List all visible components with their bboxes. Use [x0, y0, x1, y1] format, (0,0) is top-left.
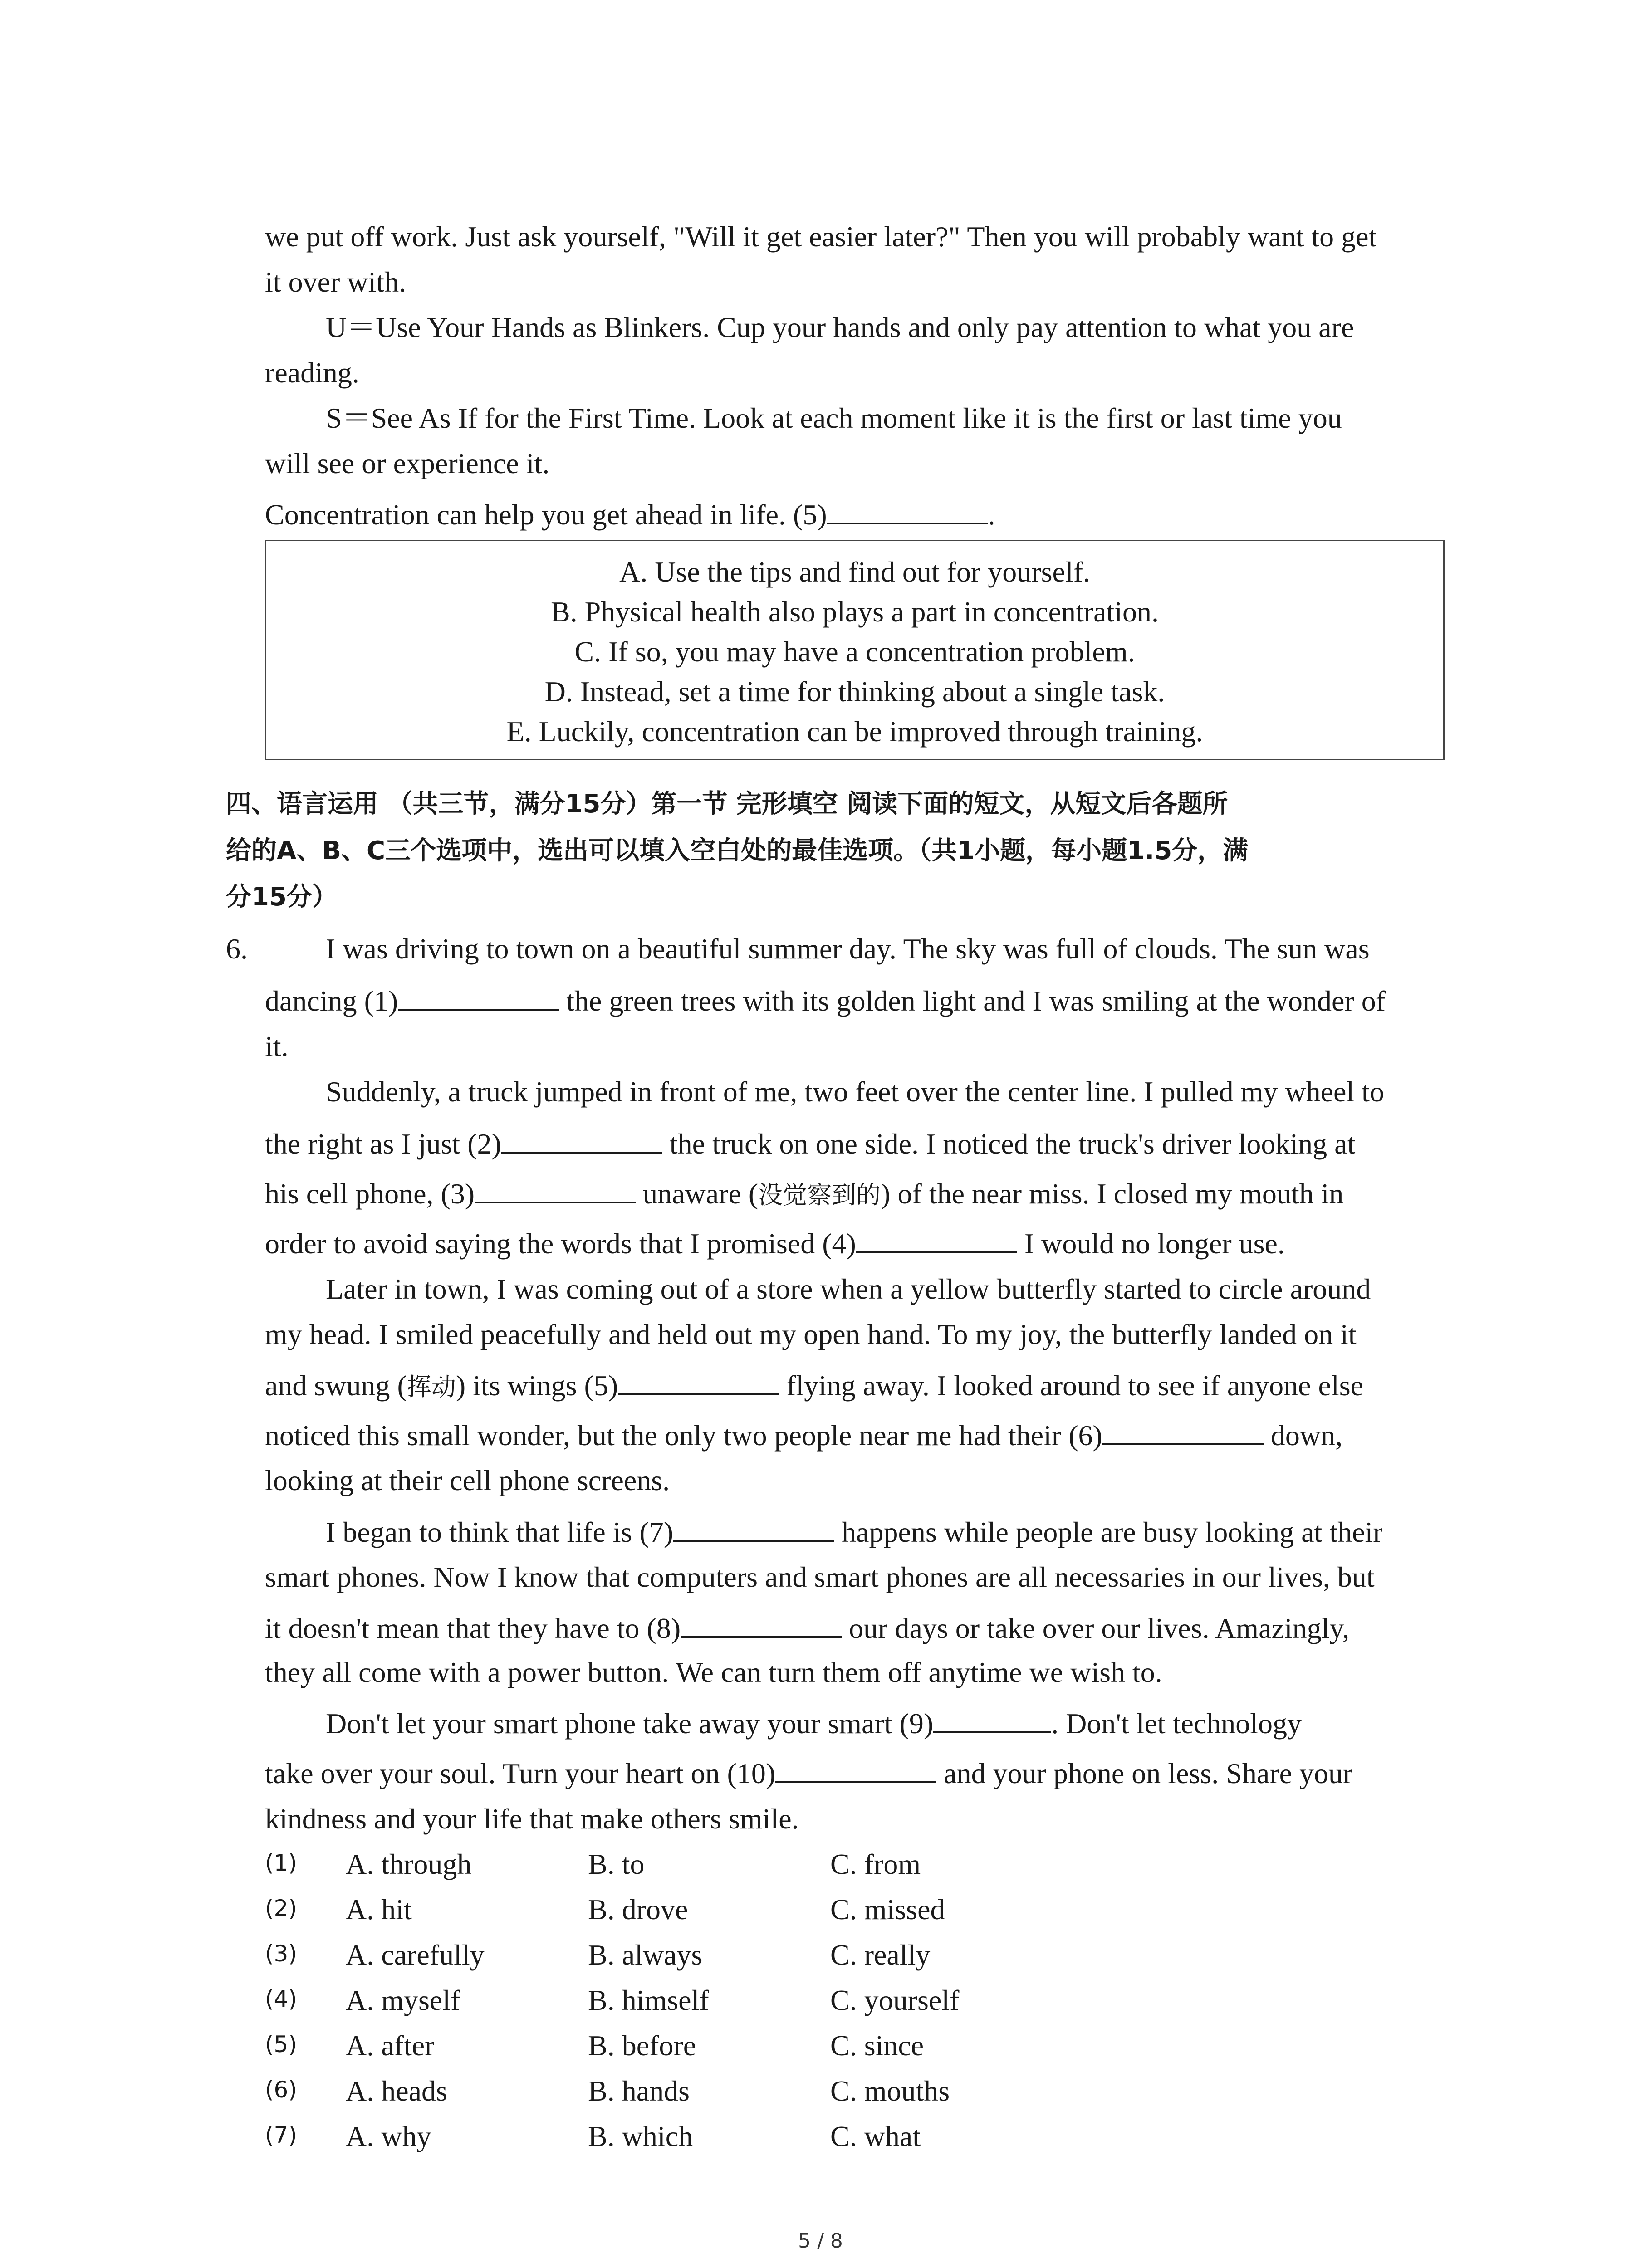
option-d: D. Instead, set a time for thinking about a single task. [544, 675, 1165, 708]
choice-number: (5) [265, 2031, 297, 2058]
section-heading-line: 给的A、B、C三个选项中，选出可以填入空白处的最佳选项。（共1小题，每小题1.5分，满 [226, 836, 1249, 865]
text: dancing (1) [265, 985, 398, 1017]
answer-blank-8 [681, 1613, 842, 1638]
passage-line: my head. I smiled peacefully and held out my open hand. To my joy, the butterfly landed on it [265, 1318, 1357, 1350]
passage-line [265, 1128, 1355, 1158]
text: down, [1263, 1419, 1343, 1452]
answer-blank-5 [618, 1370, 779, 1395]
text: our days or take over our lives. Amazingly, [842, 1612, 1350, 1644]
choice-a: A. carefully [346, 1939, 485, 1971]
choice-b: B. always [588, 1939, 703, 1971]
text: Concentration can help you get ahead in life. (5) [265, 499, 827, 531]
passage-line [265, 1613, 1349, 1643]
choice-row [265, 1941, 1354, 1972]
text: the right as I just (2) [265, 1128, 501, 1160]
passage-line: reading. [265, 357, 359, 389]
passage-line: Suddenly, a truck jumped in front of me, two feet over the center line. I pulled my wheel to [326, 1075, 1384, 1108]
passage-line [265, 1370, 1363, 1400]
option-e: E. Luckily, concentration can be improved through training. [506, 715, 1203, 748]
choice-c: C. from [830, 1848, 921, 1880]
text: the green trees with its golden light and I was smiling at the wonder of [559, 985, 1386, 1017]
passage-line: kindness and your life that make others smile. [265, 1803, 799, 1835]
choice-row [265, 1895, 1354, 1927]
passage-line: I was driving to town on a beautiful summer day. The sky was full of clouds. The sun was [326, 933, 1370, 965]
text: flying away. I looked around to see if anyone else [779, 1369, 1364, 1402]
answer-blank-7 [673, 1516, 834, 1542]
passage-line: it over with. [265, 266, 407, 298]
passage-line: S＝See As If for the First Time. Look at each moment like it is the first or last time you [326, 402, 1342, 434]
choice-b: B. which [588, 2120, 693, 2152]
text: . [988, 499, 995, 531]
text: and your phone on less. Share your [936, 1757, 1353, 1789]
answer-blank-1 [398, 985, 559, 1011]
choice-a: A. through [346, 1848, 472, 1880]
passage-line [265, 1420, 1342, 1450]
choice-b: B. before [588, 2029, 696, 2062]
answer-blank-9 [933, 1708, 1051, 1733]
section-heading-line: 分15分） [226, 882, 338, 912]
answer-blank-4 [856, 1228, 1017, 1253]
text: and swung ( [265, 1369, 407, 1402]
choice-row [265, 2122, 1354, 2154]
choice-number: (2) [265, 1895, 297, 1921]
text: his cell phone, (3) [265, 1178, 475, 1210]
choice-b: B. himself [588, 1984, 709, 2016]
chinese-gloss: 挥动 [407, 1373, 456, 1401]
choice-row [265, 1986, 1354, 2018]
choice-number: (1) [265, 1850, 297, 1876]
passage-line: will see or experience it. [265, 447, 550, 479]
option-c: C. If so, you may have a concentration problem. [574, 635, 1135, 668]
passage-line: looking at their cell phone screens. [265, 1464, 670, 1496]
text: happens while people are busy looking at their [834, 1516, 1383, 1548]
choice-a: A. heads [346, 2075, 447, 2107]
text: I began to think that life is (7) [326, 1516, 674, 1548]
choice-row [265, 1850, 1354, 1882]
option-b: B. Physical health also plays a part in concentration. [550, 596, 1159, 628]
passage-line [265, 1178, 1343, 1208]
passage-line: it. [265, 1030, 289, 1062]
option-box [265, 540, 1445, 760]
page-number: 5 / 8 [798, 2229, 843, 2253]
text: . Don't let technology [1051, 1707, 1302, 1740]
text: Don't let your smart phone take away your smart (9) [326, 1707, 934, 1740]
text: it doesn't mean that they have to (8) [265, 1612, 681, 1644]
passage-line: Later in town, I was coming out of a store when a yellow butterfly started to circle around [326, 1273, 1371, 1305]
choice-a: A. myself [346, 1984, 460, 2016]
choice-number: (6) [265, 2077, 297, 2103]
choice-number: (3) [265, 1941, 297, 1967]
passage-line [265, 985, 1386, 1016]
section-heading-line: 四、语言运用 （共三节，满分15分）第一节 完形填空 阅读下面的短文，从短文后各题所 [226, 789, 1228, 819]
answer-blank-6 [1102, 1420, 1264, 1445]
option-a: A. Use the tips and find out for yourself. [619, 556, 1091, 588]
choice-row [265, 2077, 1354, 2108]
choice-c: C. mouths [830, 2075, 950, 2107]
passage-line: smart phones. Now I know that computers and smart phones are all necessaries in our lives, but [265, 1561, 1375, 1593]
choice-row [265, 2031, 1354, 2063]
text: order to avoid saying the words that I promised (4) [265, 1227, 856, 1260]
answer-blank-3 [475, 1178, 636, 1203]
passage-line [326, 1708, 1302, 1738]
choice-a: A. after [346, 2029, 435, 2062]
text: ) its wings (5) [456, 1369, 618, 1402]
choice-c: C. yourself [830, 1984, 960, 2016]
choice-b: B. hands [588, 2075, 690, 2107]
passage-line: U＝Use Your Hands as Blinkers. Cup your hands and only pay attention to what you are [326, 311, 1354, 343]
passage-line: they all come with a power button. We can turn them off anytime we wish to. [265, 1656, 1162, 1688]
choice-b: B. to [588, 1848, 645, 1880]
choice-c: C. what [830, 2120, 921, 2152]
text: take over your soul. Turn your heart on (10) [265, 1757, 776, 1789]
choice-b: B. drove [588, 1893, 688, 1926]
choice-a: A. hit [346, 1893, 412, 1926]
text: the truck on one side. I noticed the truck's driver looking at [662, 1128, 1356, 1160]
choice-a: A. why [346, 2120, 431, 2152]
passage-line [265, 1228, 1285, 1258]
choice-c: C. really [830, 1939, 931, 1971]
passage-line [265, 1758, 1352, 1788]
chinese-gloss: 没觉察到的 [758, 1181, 881, 1209]
choice-number: (4) [265, 1986, 297, 2012]
passage-line [326, 1516, 1383, 1547]
question-number: 6. [226, 933, 248, 965]
answer-blank-2 [501, 1128, 662, 1154]
choice-c: C. missed [830, 1893, 945, 1926]
choice-number: (7) [265, 2122, 297, 2148]
answer-blank-10 [775, 1758, 936, 1783]
text: ) of the near miss. I closed my mouth in [881, 1178, 1344, 1210]
answer-blank [827, 499, 988, 524]
passage-line: we put off work. Just ask yourself, "Will it get easier later?" Then you will probably want to get [265, 220, 1377, 253]
choice-c: C. since [830, 2029, 924, 2062]
passage-line [265, 499, 995, 529]
text: noticed this small wonder, but the only two people near me had their (6) [265, 1419, 1102, 1452]
text: unaware ( [636, 1178, 759, 1210]
text: I would no longer use. [1017, 1227, 1285, 1260]
